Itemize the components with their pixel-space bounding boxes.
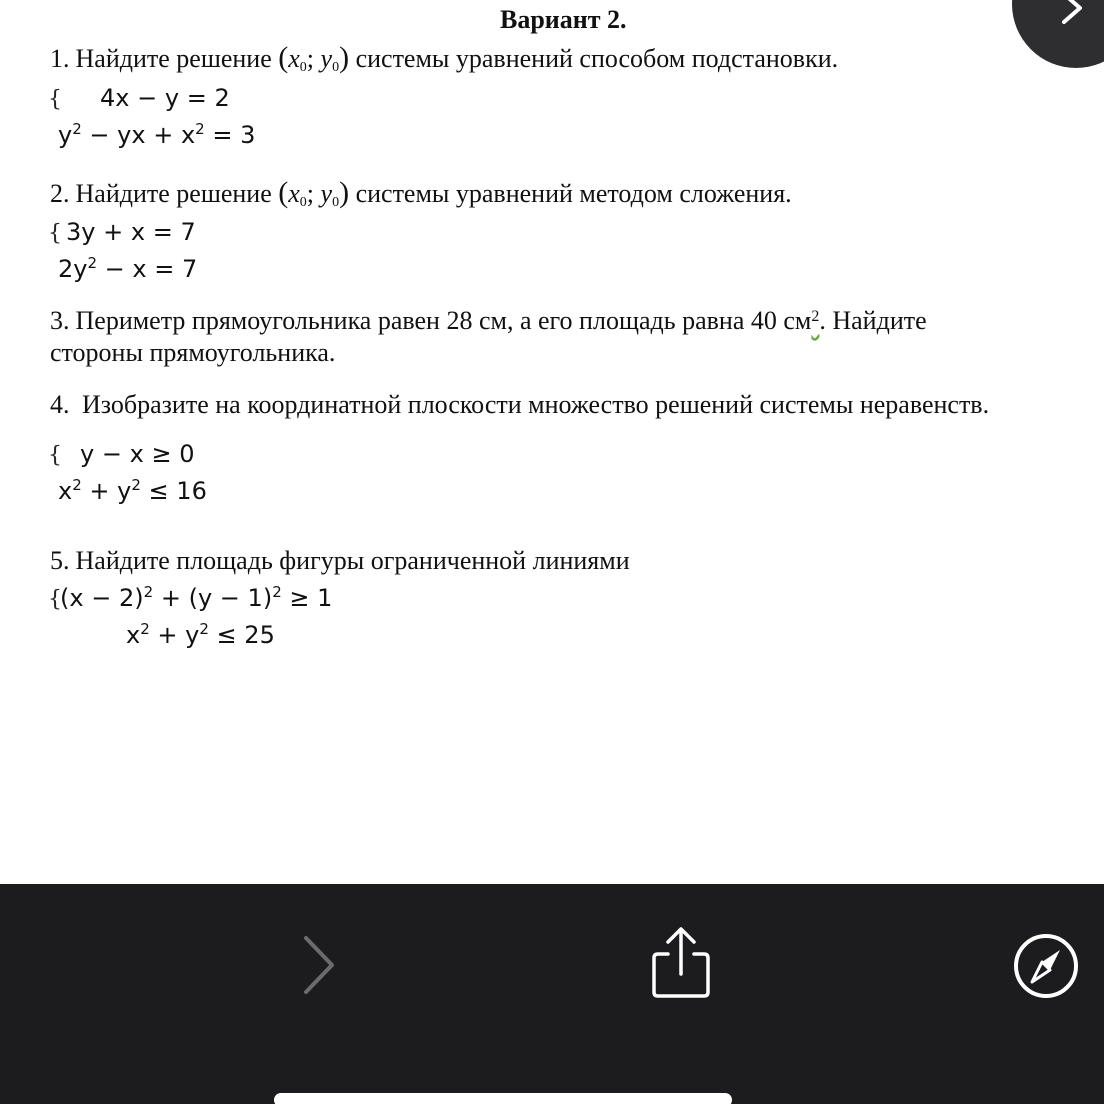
compass-icon	[1016, 936, 1076, 996]
task-text: Найдите решение	[75, 179, 272, 208]
brace-icon: {	[48, 587, 62, 612]
bottom-toolbar	[0, 884, 1104, 1104]
equation: $2y^2 - x = 7$	[58, 254, 198, 283]
inequality: y − x ≥ 0	[80, 440, 195, 468]
task-number: 5.	[50, 546, 70, 575]
equation: 3y + x = 7	[66, 218, 196, 246]
task-number: 4.	[50, 390, 70, 419]
share-button[interactable]	[646, 924, 716, 1004]
task-number: 1.	[50, 44, 70, 73]
task-3: 3. Периметр прямоугольника равен 28 см, а его площадь равна 40 $см^2$. Найдите	[50, 306, 927, 335]
chevron-right-icon	[306, 938, 332, 992]
task-text: Найдите площадь фигуры ограниченной линиями	[75, 546, 630, 575]
task-text: системы уравнений методом сложения.	[355, 179, 792, 208]
task-text: . Найдите	[819, 306, 927, 335]
brace-icon: {	[48, 221, 62, 246]
inequality: $x^2 + y^2 \le 25$	[126, 620, 275, 649]
brace-icon: {	[48, 87, 62, 112]
task-text: Изобразите на координатной плоскости множество решений системы неравенств.	[82, 390, 990, 419]
inequality: $x^2 + y^2 \le 16$	[58, 476, 207, 505]
brace-icon: {	[48, 443, 62, 468]
open-in-safari-button[interactable]	[1010, 930, 1082, 1002]
task-text: Периметр прямоугольника равен 28 см, а его площадь равна 40 см	[75, 306, 812, 335]
coordinate-pair: ($x_0$; $y_0$)	[278, 41, 350, 75]
chevron-right-icon	[1058, 0, 1088, 26]
task-5	[50, 545, 630, 577]
coordinate-pair: ($x_0$; $y_0$)	[278, 176, 350, 210]
share-icon	[654, 929, 708, 996]
equation: $y^2$ − yx + $x^2 = 3$	[58, 120, 256, 149]
variant-title: Вариант 2.	[500, 5, 627, 34]
equation: 4x − y = 2	[100, 84, 230, 112]
task-number: 2.	[50, 179, 70, 208]
forward-button[interactable]	[296, 930, 344, 1000]
inequality: $(x - 2)^2 + (y - 1)^2 \ge 1$	[60, 583, 333, 612]
task-3-continuation: стороны прямоугольника.	[50, 338, 336, 367]
task-1	[50, 42, 838, 84]
task-number: 3.	[50, 306, 70, 335]
task-text: Найдите решение	[75, 44, 272, 73]
home-indicator[interactable]	[274, 1093, 732, 1107]
task-4	[50, 389, 989, 421]
task-2	[50, 177, 792, 219]
task-text: системы уравнений способом подстановки.	[355, 44, 839, 73]
